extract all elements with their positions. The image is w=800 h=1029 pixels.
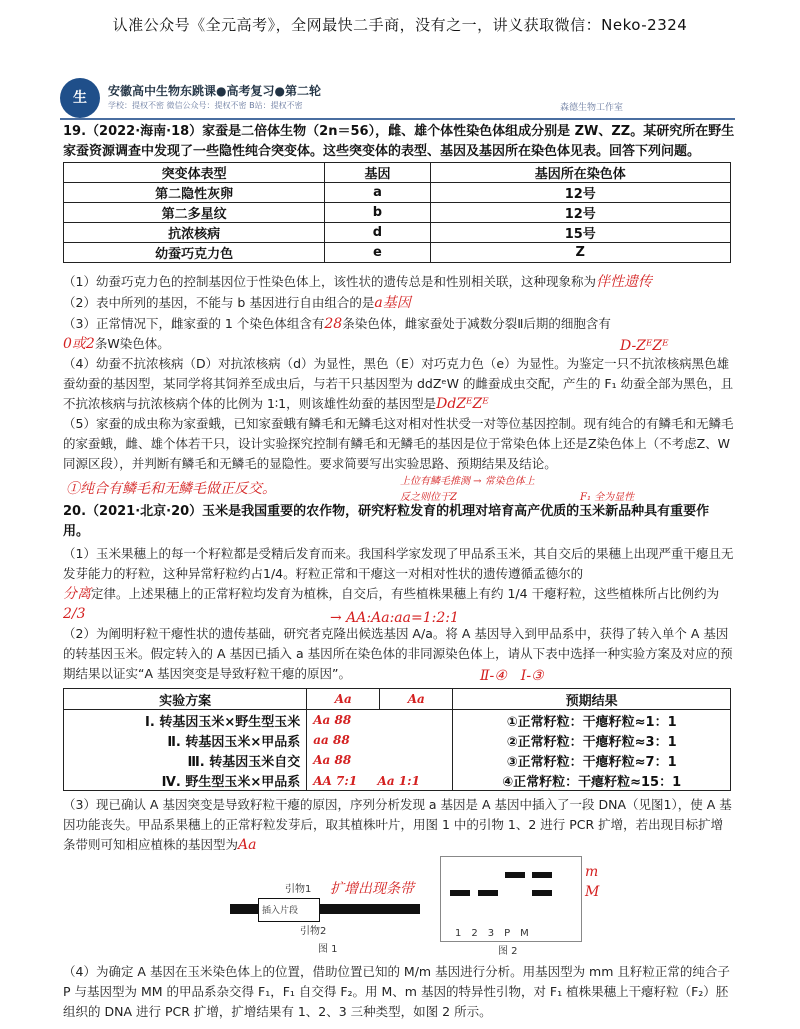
q19-part1: （1）幼蚕巧克力色的控制基因位于性染色体上，该性状的遗传总是和性别相关联，这种现象称为伴性遗传 — [63, 274, 652, 290]
studio-name: 森德生物工作室 — [560, 103, 624, 113]
table-row: Ⅲ. 转基因玉米自交 Aa 88 ③正常籽粒：干瘪籽粒≈7：1 — [64, 750, 731, 770]
gel-band — [450, 890, 470, 896]
q19-table — [63, 162, 731, 263]
series-subtitle: 学校：提权不密 微信公众号：提权不密 B站：提权不密 — [108, 101, 303, 110]
primer1-label: 引物1 — [285, 884, 312, 895]
figure2-caption: 图 2 — [498, 946, 518, 957]
handwritten-note: 扩增出现条带 — [330, 881, 414, 897]
table-row: Ⅰ. 转基因玉米×野生型玉米 Aa 88 ①正常籽粒：干瘪籽粒≈1：1 — [64, 710, 731, 731]
table-row: 幼蚕巧克力色 e Z — [64, 243, 731, 263]
primer2-label: 引物2 — [300, 926, 327, 937]
logo: 生 — [60, 78, 100, 118]
handwritten-answer: 28 — [324, 316, 343, 332]
handwritten-answer: 0或2 — [63, 336, 95, 352]
gel-band — [532, 890, 552, 896]
handwritten-label: M — [585, 884, 600, 900]
q19-part2: （2）表中所列的基因，不能与 b 基因进行自由组合的是a基因 — [63, 295, 411, 311]
q19-part3: （3）正常情况下，雌家蚕的 1 个染色体组含有28条染色体，雌家蚕处于减数分裂Ⅱ后期的细胞含有 — [63, 316, 611, 332]
gel-band — [532, 872, 552, 878]
q19-part5: （5）家蚕的成虫称为家蚕蛾，已知家蚕蛾有鳞毛和无鳞毛这对相对性状受一对等位基因控制。现有纯合的有鳞毛和无鳞毛的家蚕蛾，雌、雄个体若干只，设计实验探究控制有鳞毛和无鳞毛的基因是位于常染色体上还是Z染色体上（不考虑Z、W同源区段），并判断有鳞毛和无鳞毛的显隐性。要求简要写出实验思路、预期结果及结论。 — [63, 416, 734, 471]
handwritten-answer: DdZᴱZᴱ — [436, 396, 489, 412]
table-header: 基因所在染色体 — [430, 163, 730, 183]
table-row: Ⅳ. 野生型玉米×甲品系 AA 7:1 Aa 1:1 ④正常籽粒：干瘪籽粒≈15：1 — [64, 770, 731, 791]
table-header: 实验方案 — [64, 689, 307, 710]
q20-part1: （1）玉米果穗上的每一个籽粒都是受精后发育而来。我国科学家发现了甲品系玉米，其自交后的果穗上出现严重干瘪且无发芽能力的籽粒，这种异常籽粒约占1/4。籽粒正常和干瘪这一对相对性状的遗传遵循孟德尔的 — [63, 546, 734, 581]
handwritten-label: m — [585, 864, 599, 880]
series-title: 安徽高中生物东跳课●高考复习●第二轮 — [108, 84, 321, 98]
handwritten-note: D-ZᴱZᴱ — [620, 338, 669, 354]
q19-title: 19.（2022·海南·18）家蚕是二倍体生物（2n＝56），雌、雄个体性染色体组成分别是 ZW、ZZ。某研究所在野生家蚕资源调查中发现了一些隐性纯合突变体。这些突变体的表型、基因及基因所在染色体见表。回答下列问题。 — [63, 124, 735, 159]
handwritten-answer: Aa — [238, 837, 257, 853]
handwritten-answer: a基因 — [374, 295, 411, 311]
handwritten-note: F₁ 全为显性 — [580, 492, 635, 503]
handwritten-note: 上位有鳞毛推测 → 常染色体上 — [400, 476, 535, 487]
table-header-note: Aa — [307, 689, 380, 710]
handwritten-note: → AA:Aa:aa=1:2:1 — [330, 610, 459, 626]
header-divider — [60, 118, 735, 120]
top-notice: 认准公众号《全元高考》，全网最快二手商，没有之一，讲义获取微信：Neko-2324 — [112, 16, 688, 34]
q20-title: 20.（2021·北京·20）玉米是我国重要的农作物，研究籽粒发育的机理对培育高产优质的玉米新品种具有重要作用。 — [63, 504, 710, 539]
table-header-note: Aa — [380, 689, 453, 710]
q20-part3: （3）现已确认 A 基因突变是导致籽粒干瘪的原因，序列分析发现 a 基因是 A 基因中插入了一段 DNA（见图1），使 A 基因功能丧失。甲品系果穗上的正常籽粒发芽后，取其植株叶片，用图 1 中的引物 1、2 进行 PCR 扩增，若出现目标扩增条带则可知相应植株的基因型为Aa — [63, 797, 732, 853]
table-header: 突变体表型 — [64, 163, 325, 183]
handwritten-answer: 伴性遗传 — [595, 274, 652, 290]
table-row: 抗浓核病 d 15号 — [64, 223, 731, 243]
q19-part3-cont: 0或2条W染色体。 — [63, 336, 170, 352]
q20-part1-cont: 分离定律。上述果穗上的正常籽粒均发育为植株，自交后，有些植株果穗上有约 1/4 干瘪籽粒，这些植株所占比例约为2/3 — [63, 586, 720, 622]
table-row: Ⅱ. 转基因玉米×甲品系 aa 88 ②正常籽粒：干瘪籽粒≈3：1 — [64, 730, 731, 750]
handwritten-answer: 2/3 — [63, 606, 86, 622]
table-row: 第二多星纹 b 12号 — [64, 203, 731, 223]
gel-band — [478, 890, 498, 896]
q20-part2: （2）为阐明籽粒干瘪性状的遗传基础，研究者克隆出候选基因 A/a。将 A 基因导入到甲品系中，获得了转入单个 A 基因的转基因玉米。假定转入的 A 基因已插入 a 基因所在染色体的非同源染色体上，请从下表中选择一种实验方案及对应的预期结果以证实“A 基因突变是导致籽粒干瘪的原因”。 — [63, 626, 733, 681]
insert-label: 插入片段 — [262, 906, 299, 916]
gel-lane-labels: 1 2 3 P M — [455, 928, 529, 939]
q20-table — [63, 688, 731, 791]
gel-band — [505, 872, 525, 878]
handwritten-answer: Ⅱ-④ Ⅰ-③ — [480, 668, 544, 684]
table-row: 第二隐性灰卵 a 12号 — [64, 183, 731, 203]
handwritten-answer: ①纯合有鳞毛和无鳞毛做正反交。 — [66, 481, 276, 497]
q20-part4: （4）为确定 A 基因在玉米染色体上的位置，借助位置已知的 M/m 基因进行分析。用基因型为 mm 且籽粒正常的纯合子 P 与基因型为 MM 的甲品系杂交得 F₁，F₁ 自交得 F₂。用 M、m 基因的特异性引物，对 F₁ 植株果穗上干瘪籽粒（F₂）胚组织的 DNA 进行 PCR 扩增，扩增结果有 1、2、3 三种类型，如图 2 所示。 — [63, 964, 730, 1019]
table-header: 预期结果 — [453, 689, 731, 710]
figure1-caption: 图 1 — [318, 944, 338, 955]
handwritten-answer: 分离 — [63, 586, 91, 602]
table-header: 基因 — [325, 163, 430, 183]
handwritten-note: 反之则位于Z — [400, 492, 457, 503]
q19-part4: （4）幼蚕不抗浓核病（D）对抗浓核病（d）为显性，黑色（E）对巧克力色（e）为显性。为鉴定一只不抗浓核病黑色雄蚕幼蚕的基因型，某同学将其饲养至成虫后，与若干只基因型为 ddZᵉW 的雌蚕成虫交配，产生的 F₁ 幼蚕全部为黑色，且不抗浓核病与抗浓核病个体的比例为 1∶1，则该雄性幼蚕的基因型是DdZᴱZᴱ — [63, 356, 734, 412]
